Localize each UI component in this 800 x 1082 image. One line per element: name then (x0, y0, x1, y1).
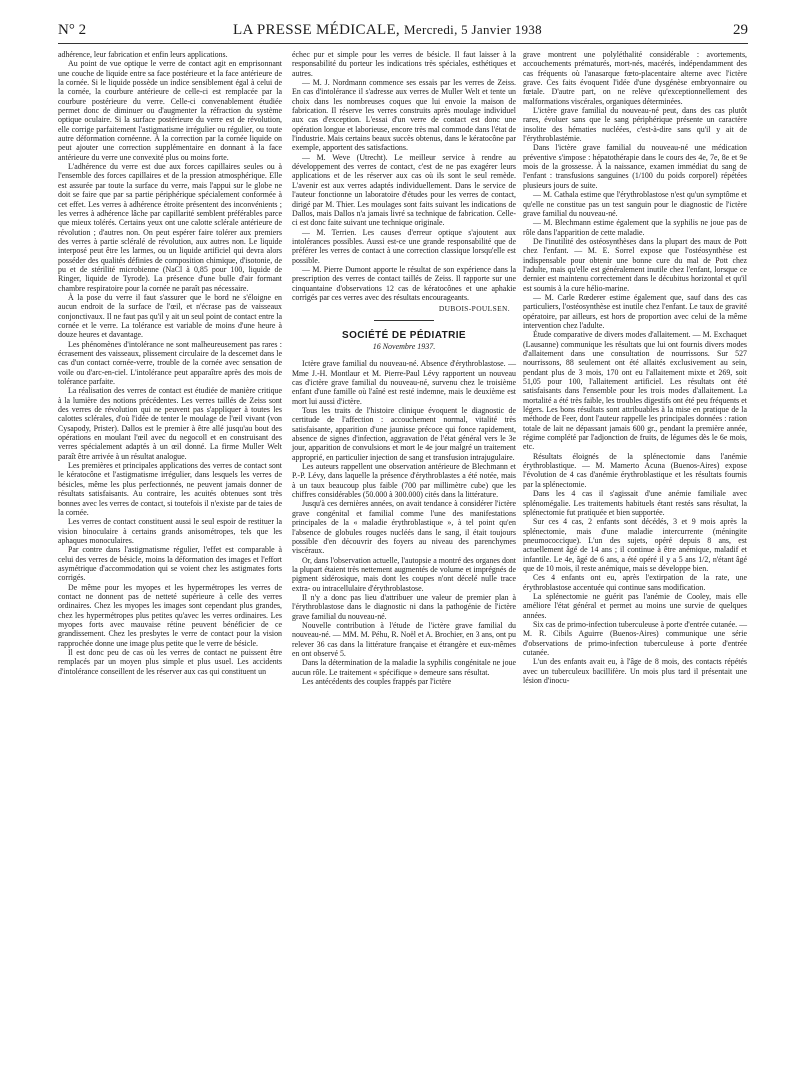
page-number: 29 (733, 22, 748, 38)
paragraph: L'ictère grave familial du nouveau-né peut, dans des cas plutôt rares, évoluer sans que le sang périphérique présente un caractère insolite des hématies nucléées, c'est-à-dire sans qu'il y ait de l'érythroblastémie. (523, 106, 747, 144)
paragraph: Au point de vue optique le verre de contact agit en emprisonnant une couche de liquide entre sa face postérieure et la face antérieure de la cornée. Si le liquide possède un indice sensiblement égal à celui de la cornée, la courbure antérieure de celle-ci est remplacée par la courbure postérieure du verre. Celle-ci convenablement étudiée permet donc de diminuer ou d'augmenter la réfraction du système optique oculaire. Si la surface postérieure du verre est de révolution, elle corrige parfaitement l'astigmatisme irrégulier ou régulier, ou toute autre déformation cornéenne. À la correction par la cornée liquide on peut ajouter une correction supplémentaire en donnant à la face antérieure du verre une convexité plus ou moins forte. (58, 59, 282, 162)
paragraph: L'adhérence du verre est due aux forces capillaires seules ou à l'ensemble des forces capillaires et de la pression atmosphérique. Elle est assurée par toute la surface du verre, mais l'appui sur le globe ne doit se faire que par sa partie périphérique spécialement conformée à cet effet. Les verres à adhérence étroite présentent des inconvénients ; les verres à adhérence lâche par capillarité semblent préférables parce que mieux tolérés. Certains yeux ont une calotte sclérale antérieure de révolution ; d'autres non. On peut espérer faire tolérer aux premiers des verres à partie scléralé de révolution, aux autres non. Le liquide interposé peut être les larmes, ou un liquide artificiel qui devra alors posséder des qualités définies de composition chimique, d'isotonie, de pu et de stérilité microbienne (NaCl à 0,85 pour 100, liquide de Ringer, liquide de Tyrode). La présence d'une bulle d'air formant chambre respiratoire pour la cornée ne paraît pas nécessaire. (58, 162, 282, 293)
paragraph: Les auteurs rappellent une observation antérieure de Blechmann et P.-P. Lévy, dans laquelle la présence d'érythroblastes a été notée, mais à un taux beaucoup plus faible (700 par millimètre cube) que les chiffres considérables (50.000 à 300.000) cités dans la littérature. (292, 462, 516, 500)
paragraph: — M. Pierre Dumont apporte le résultat de son expérience dans la prescription des verres de contact taillés de Zeiss. Il rapporte sur une cinquantaine d'observations 12 cas de kératocônes et une aphakie corrigés par ces verres avec des résultats encourageants. (292, 264, 516, 302)
page-header (58, 22, 748, 42)
column-1 (58, 50, 282, 676)
issue-date: Mercredi, 5 Janvier 1938 (404, 22, 542, 37)
paragraph: — M. Blechmann estime également que la syphilis ne joue pas de rôle dans l'apparition de cette maladie. (523, 218, 747, 237)
header-rule (58, 43, 748, 44)
paragraph: Les premières et principales applications des verres de contact sont le kératocône et l'astigmatisme irrégulier, dans lesquels les verres de bésicles, même les plus perfectionnés, ne peuvent jamais donner de résultats satisfaisants. Au contraire, les acuités obtenues sont très bonnes avec les verres de contact, si toutefois il n'existe par de taies de la cornée. (58, 461, 282, 517)
paragraph: Les verres de contact constituent aussi le seul espoir de restituer la vision binoculaire à certains grands anisométropes, tels que les aphaques monoculaires. (58, 517, 282, 545)
paragraph: Tous les traits de l'histoire clinique évoquent le diagnostic de certitude de l'affection : accouchement normal, vitalité très satisfaisante, apparition d'une jaunisse précoce qui fonce rapidement, absence de signes d'infection, aggravation de l'état général vers le 3e jour, apparition de convulsions et mort le 4e jour malgré un traitement approprié, en particulier injection de sang et transfusion intrajugulaire. (292, 406, 516, 462)
paragraph: Nouvelle contribution à l'étude de l'ictère grave familial du nouveau-né. — MM. M. Péhu, R. Noël et A. Brochier, en 3 ans, ont pu relever 36 cas dans la littérature française et étrangère et eux-mêmes en ont observé 5. (292, 620, 516, 658)
paragraph: — M. Terrien. Les causes d'erreur optique s'ajoutent aux intolérances possibles. Aussi est-ce une grande responsabilité que de préférer les verres de contact à une correction classique lorsqu'elle est possible. (292, 227, 516, 265)
paragraph: Résultats éloignés de la splénectomie dans l'anémie érythroblastique. — M. Mamerto Acuna (Buenos-Aires) expose l'évolution de 4 cas d'anémie érythroblastique et les résultats fournis par la splénectomie. (523, 451, 747, 489)
paragraph: Étude comparative de divers modes d'allaitement. — M. Exchaquet (Lausanne) communique les résultats que lui ont fournis divers modes d'allaitement dans une consultation de nourrissons. Sur 527 nourrissons, 88 seulement ont été allaités exclusivement au sein, pendant plus de 3 mois, 170 ont eu l'allaitement mixte et 269, soit 51,05 pour 100, l'allaitement artificiel. Les résultats ont été satisfaisants dans l'ensemble pour les trois modes d'allaitement. La mortalité a été très faible, les troubles digestifs ont été peu fréquents et légers. Les bons résultats sont attribuables à la mise en pratique de la méthode de Feer, dont l'auteur rappelle les principales données : ration totale de lait ne dépassant jamais 600 gr., pendant la première année, régime complété par l'adjonction de fruits, de légumes dès le 6e mois, etc. (523, 330, 747, 452)
journal-title (233, 22, 542, 39)
paragraph: Il n'y a donc pas lieu d'attribuer une valeur de premier plan à l'érythroblastose dans le diagnostic ni dans la pathogénie de l'ictère grave familial du nouveau-né. (292, 592, 516, 621)
paragraph: De l'inutilité des ostéosynthèses dans la plupart des maux de Pott chez l'enfant. — M. E. Sorrel expose que l'ostéosynthèse est indispensable pour obtenir une bonne cure du mal de Pott chez l'adulte, mais qu'elle est généralement inutile chez l'enfant, lorsque ce dernier est maintenu correctement dans le décubitus horizontal et qu'il est soumis à la cure hélio-marine. (523, 236, 747, 293)
paragraph: Six cas de primo-infection tuberculeuse à porte d'entrée cutanée. — M. R. Cibils Aguirre (Buenos-Aires) communique une série d'observations de primo-infection tuberculeuse à porte d'entrée cutanée. (523, 619, 747, 657)
issue-number: N° 2 (58, 22, 87, 38)
paragraph: grave montrent une polyléthalité considérable : avortements, accouchements prématurés, mort-nés, macérés, indépendamment des cas fréquents où l'anasarque fœto-placentaire alterne avec l'ictère grave. Ces faits évoquent l'idée d'une dysgénèse embryonnaire ou fœtale. D'autre part, on ne relève qu'exceptionnellement des malformations viscérales, organiques déterminées. (523, 50, 747, 106)
paragraph: Ces 4 enfants ont eu, après l'extirpation de la rate, une érythroblastose accentuée qui continue sans modification. (523, 573, 747, 592)
paragraph: — M. Carle Rœderer estime également que, sauf dans des cas particuliers, l'ostéosynthèse est inutile chez l'enfant. Le taux de gravité opératoire, par ailleurs, est hors de proportion avec celui de la même intervention chez l'adulte. (523, 292, 747, 330)
paragraph: Dans les 4 cas il s'agissait d'une anémie familiale avec splénomégalie. Les traitements habituels étant restés sans résultat, la splénectomie fut pratiquée et bien supportée. (523, 489, 747, 517)
paragraph: — M. Cathala estime que l'érythroblastose n'est qu'un symptôme et qu'elle ne constitue pas un test sanguin pour le diagnostic de l'ictère grave familial du nouveau-né. (523, 190, 747, 218)
paragraph: Or, dans l'observation actuelle, l'autopsie a montré des organes dont la plupart étaient très nettement augmentés de volume et imprégnés de pigment sidérosique, mais dont les coupes n'ont décelé nulle trace extra- ou intracellulaire d'érythroblastose. (292, 555, 516, 593)
paragraph: Les phénomènes d'intolérance ne sont malheureusement pas rares : écrasement des vaisseaux, plissement circulaire de la descemet dans le cas d'un contact cornée-verre, trouble de la cornée avec sensation de voile ou d'arc-en-ciel. L'intolérance peut apparaître après des mois de tolérance parfaite. (58, 339, 282, 387)
paragraph: — M. Weve (Utrecht). Le meilleur service à rendre au développement des verres de contact, c'est de ne pas exagérer leurs applications et de les réserver aux cas où ils sont le seul remède. L'avenir est aux verres adaptés individuellement. Dans le service de l'auteur fonctionne un laboratoire d'études pour les verres de contact, dirigé par M. Thier. Les moulages sont faits suivant les indications de Dallos, mais Dallos n'a jamais livré sa technique de fabrication. Celle-ci est donc faite suivant une technique originale. (292, 152, 516, 228)
paragraph: Dans l'ictère grave familial du nouveau-né une médication préventive s'impose : hépatothérapie dans le cours des 4e, 7e, 8e et 9e mois de la grossesse. À la naissance, examen immédiat du sang de l'enfant : transfusions sanguines (1/100 du poids corporel) répétées plusieurs jours de suite. (523, 143, 747, 190)
column-3 (523, 50, 747, 685)
session-date: 16 Novembre 1937. (372, 341, 436, 351)
paragraph: L'un des enfants avait eu, à l'âge de 8 mois, des contacts répétés avec un tuberculeux bacillifère. Un mois plus tard il présentait une lésion d'inocu- (523, 657, 747, 686)
paragraph: Dans la détermination de la maladie la syphilis congénitale ne joue aucun rôle. Le traitement « spécifique » demeure sans résultat. (292, 658, 516, 677)
paragraph: À la pose du verre il faut s'assurer que le bord ne s'éloigne en aucun endroit de la surface de l'œil, et n'écrase pas de vaisseaux conjonctivaux. Il ne faut pas qu'il y ait un seul point de contact entre la cornée et le verre. La tolérance est variable de moins d'une heure à douze heures et davantage. (58, 292, 282, 340)
paragraph: adhérence, leur fabrication et enfin leurs applications. (58, 50, 228, 59)
journal-name: LA PRESSE MÉDICALE, (233, 22, 400, 38)
society-heading: SOCIÉTÉ DE PÉDIATRIE (342, 329, 466, 341)
section-divider (374, 320, 434, 321)
paragraph: — M. J. Nordmann commence ses essais par les verres de Zeiss. En cas d'intolérance il s'adresse aux verres de Muller Welt et tente un choix dans les nombreuses coques que lui envoie la maison de fabrication. Il réserve les verres construits après moulage individuel aux cas d'exception. L'essai d'un verre de contact est donc une opération longue et laborieuse, encore très mal commode dans l'état de l'industrie. Mais certains beaux succès obtenus, dans le kératocône par exemple, apportent des satisfactions. (292, 78, 516, 153)
paragraph: De même pour les myopes et les hypermétropes les verres de contact ne donnent pas de netteté supérieure à celle des verres ordinaires. Chez les myopes les images sont cependant plus grandes, chez les hypermétropes plus petites qu'avec les verres ordinaires. Les myopes forts avec mauvaise rétine peuvent bénéficier de ce grandissement. Chez les presbytes le verre de contact pour la vision rapprochée donne une image plus petite que le verre de bésicle. (58, 582, 282, 648)
paragraph: La splénectomie ne guérit pas l'anémie de Cooley, mais elle améliore l'état général et permet au moins une survie de quelques années. (523, 591, 747, 620)
paragraph: Les antécédents des couples frappés par l'ictère (302, 677, 452, 686)
paragraph: Jusqu'à ces dernières années, on avait tendance à considérer l'ictère grave congénital et familial comme l'une des manifestations principales de la « maladie érythroblastique », à tel point qu'en l'absence de globules rouges nucléés dans le sang, il était toujours possible d'en découvrir des foyers au niveau des parenchymes viscéraux. (292, 499, 516, 556)
column-2 (292, 50, 516, 686)
paragraph: échec pur et simple pour les verres de bésicle. Il faut laisser à la responsabilité du porteur les indications très spéciales, esthétiques et autres. (292, 50, 516, 78)
paragraph: Ictère grave familial du nouveau-né. Absence d'érythroblastose. — Mme J.-H. Montlaur et M. Pierre-Paul Lévy rapportent un nouveau cas d'ictère grave familial du nouveau-né, survenu chez le troisième enfant d'une famille où l'aîné est resté indemne, mais le deuxième est mort lui aussi d'ictère. (292, 359, 516, 406)
paragraph: Sur ces 4 cas, 2 enfants sont décédés, 3 et 9 mois après la splénectomie, mais d'une maladie intercurrente (méningite pneumococcique). L'un des sujets, opéré depuis 8 ans, est actuellement âgé de 14 ans ; il continue à être anémique, maladif et infantile. Le 4e, âgé de 6 ans, a été opéré il y a 5 ans 1/2, n'étant âgé que de 10 mois, il reste anémique, mais se développe bien. (523, 517, 747, 573)
author-signature: DUBOIS-POULSEN. (438, 304, 510, 314)
paragraph: Il est donc peu de cas où les verres de contact ne puissent être remplacés par un moyen plus simple et plus usuel. Les accidents d'intolérance conseillent de les réserver aux cas qui constituent un (58, 648, 282, 676)
paragraph: Par contre dans l'astigmatisme régulier, l'effet est comparable à celui des verres de bésicle, moins la déformation des images et l'effort asymétrique d'accommodation qui se voient chez les astigmates forts corrigés. (58, 545, 282, 583)
paragraph: La réalisation des verres de contact est étudiée de manière critique à la lumière des notions précédentes. Les verres taillés de Zeiss sont des verres de révolution qui ne peuvent pas s'appliquer à toutes les calottes sclérales, d'où l'idée de tenter le moulage de l'œil vivant (von Cysapody, Prister). Dallos est le premier à être allé jusqu'au bout des opérations en moulant l'œil avec du negocoll et en construisant des verres spécialement adaptés à un œil donné. La firme Muller Welt paraît être arrivée à un résultat analogue. (58, 386, 282, 461)
